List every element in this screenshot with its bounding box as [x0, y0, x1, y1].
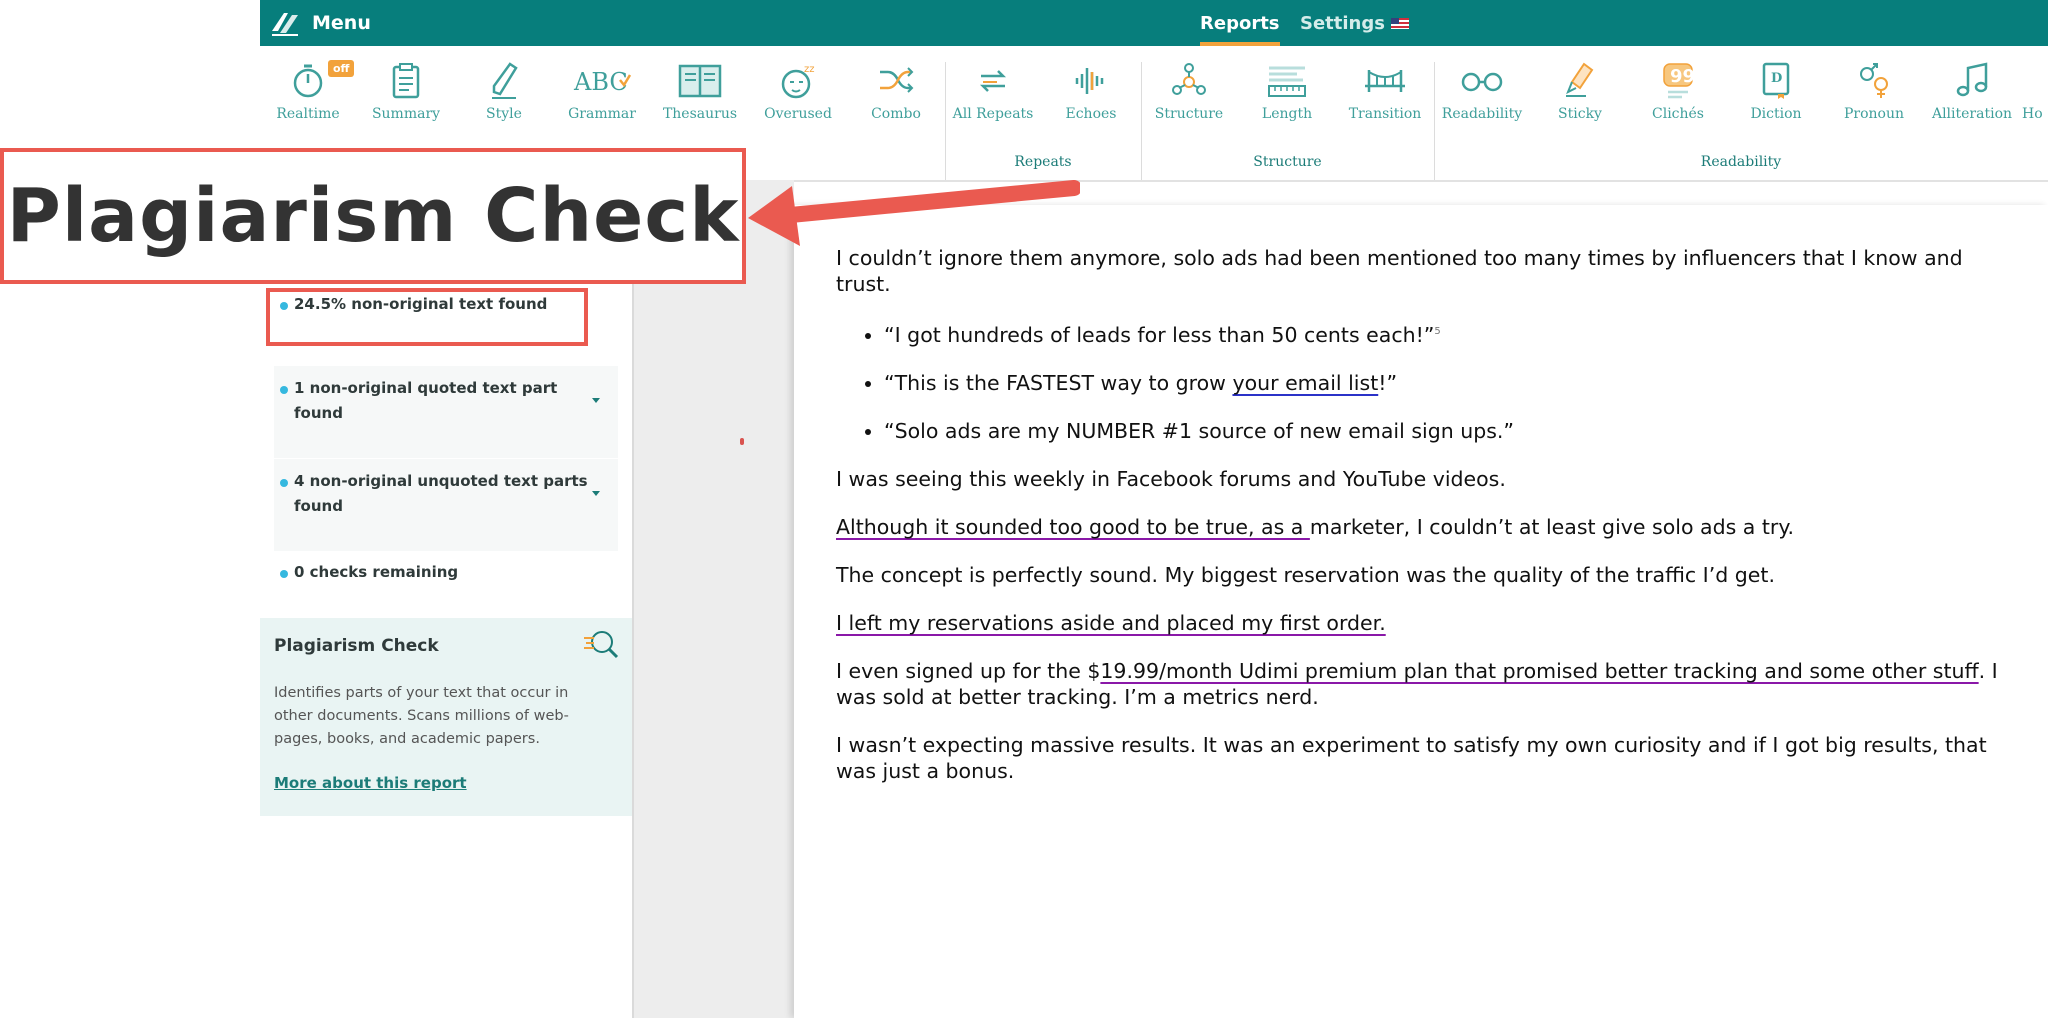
bullet-list — [836, 319, 2006, 444]
tool-label: Summary — [371, 106, 441, 122]
more-about-report-link[interactable]: More about this report — [274, 774, 467, 792]
tab-reports-label: Reports — [1200, 12, 1280, 34]
document-editor[interactable] — [794, 205, 2048, 1018]
repeat-arrows-icon — [973, 60, 1013, 100]
tab-settings-label: Settings — [1300, 12, 1385, 34]
tool-combo[interactable] — [848, 60, 944, 122]
shuffle-icon — [876, 60, 916, 100]
info-description: Identifies parts of your text that occur in other documents. Scans millions of web-pages, books, and academic papers. — [274, 685, 569, 747]
search-document-icon — [582, 628, 622, 662]
list-item-text: “Solo ads are my NUMBER #1 source of new email sign ups.” — [884, 418, 1515, 443]
paragraph[interactable] — [836, 658, 2006, 710]
quote-bubble-icon — [1658, 60, 1698, 100]
bullet-dot — [280, 570, 288, 578]
annotation-arrow-icon — [740, 170, 1080, 250]
tool-label: All Repeats — [952, 106, 1034, 122]
us-flag-icon — [1391, 18, 1409, 29]
stopwatch-icon — [288, 60, 328, 100]
margin-marker — [740, 438, 744, 445]
cut-off-icon — [2022, 60, 2048, 100]
tool-transition[interactable] — [1337, 60, 1433, 122]
paragraph[interactable]: I was seeing this weekly in Facebook forums and YouTube videos. — [836, 466, 1506, 491]
logo-icon — [270, 9, 302, 37]
paragraph-text: I even signed up for the $ — [836, 658, 1101, 683]
tool-label: Length — [1261, 106, 1313, 122]
paragraph[interactable] — [836, 610, 2006, 636]
tool-label: Style — [486, 106, 522, 122]
tool-echoes[interactable] — [1043, 60, 1139, 122]
group-label-repeats: Repeats — [1014, 154, 1072, 170]
tool-pronoun[interactable] — [1826, 60, 1922, 122]
result-text: 1 non-original quoted text part found — [294, 379, 558, 422]
plagiarism-highlight[interactable]: I left my reservations aside and placed my first order. — [836, 610, 1386, 635]
tool-label: Grammar — [568, 106, 636, 122]
tab-settings[interactable] — [1300, 0, 1409, 46]
result-text: 0 checks remaining — [294, 563, 459, 581]
tool-label: Clichés — [1652, 106, 1704, 122]
group-label-structure: Structure — [1253, 154, 1322, 170]
footnote-mark: 5 — [1434, 326, 1441, 337]
tool-readability[interactable] — [1434, 60, 1530, 122]
paragraph[interactable] — [836, 514, 2006, 540]
tool-cliches[interactable] — [1630, 60, 1726, 122]
svg-text:99: 99 — [1670, 66, 1696, 87]
bullet-dot — [280, 479, 288, 487]
result-unquoted-parts[interactable] — [274, 459, 618, 551]
svg-text:D: D — [1771, 71, 1783, 86]
list-item[interactable] — [884, 418, 2006, 444]
tool-realtime[interactable] — [260, 60, 356, 122]
tool-label: Transition — [1348, 106, 1422, 122]
sound-wave-icon — [1071, 60, 1111, 100]
tool-label: Realtime — [276, 106, 340, 122]
glue-icon — [1560, 60, 1600, 100]
tool-cut-off[interactable] — [2022, 60, 2048, 122]
list-item-text: !” — [1378, 370, 1398, 395]
tool-length[interactable] — [1239, 60, 1335, 122]
list-item[interactable] — [884, 370, 2006, 396]
result-checks-remaining — [274, 560, 618, 585]
off-badge: off — [328, 60, 354, 77]
tool-structure[interactable] — [1141, 60, 1237, 122]
paragraph[interactable]: I wasn’t expecting massive results. It was an experiment to satisfy my own curiosity and if I got big results, that was just a bonus. — [836, 732, 1987, 783]
tool-label: Structure — [1154, 106, 1224, 122]
info-title: Plagiarism Check — [274, 636, 439, 656]
sleepy-face-icon — [778, 60, 818, 100]
tool-grammar[interactable] — [554, 60, 650, 122]
plagiarism-check-callout — [0, 148, 746, 284]
bullet-dot — [280, 386, 288, 394]
tool-all-repeats[interactable] — [945, 60, 1041, 122]
ruler-bars-icon — [1265, 60, 1309, 100]
editor-gutter — [634, 180, 794, 1018]
svg-text:zz: zz — [804, 64, 815, 75]
plagiarism-highlight[interactable]: 19.99/month Udimi premium plan that promised better tracking and some other stuff — [1100, 658, 1979, 683]
tool-label: Readability — [1441, 106, 1523, 122]
music-note-icon — [1952, 60, 1992, 100]
list-item[interactable] — [884, 319, 2006, 348]
tool-diction[interactable] — [1728, 60, 1824, 122]
document-content[interactable] — [836, 245, 2006, 806]
paragraph-text: . I was sold at better tracking. I’m a metrics nerd. — [836, 658, 1998, 709]
abc-check-icon — [572, 60, 632, 100]
menu-label: Menu — [312, 12, 371, 34]
plagiarism-highlight[interactable]: Although it sounded too good to be true, as a — [836, 514, 1310, 539]
tool-label: Diction — [1750, 106, 1802, 122]
tool-label: Pronoun — [1843, 106, 1905, 122]
list-item-text: “This is the FASTEST way to grow — [884, 370, 1233, 395]
paragraph[interactable]: I couldn’t ignore them anymore, solo ads had been mentioned too many times by influencers that I know and trust. — [836, 246, 1963, 296]
dictionary-icon — [1756, 60, 1796, 100]
nodes-icon — [1169, 60, 1209, 100]
book-icon — [676, 60, 724, 100]
svg-text:ABC: ABC — [574, 68, 628, 96]
menu-button[interactable] — [270, 0, 371, 46]
gender-icon — [1854, 60, 1894, 100]
tool-alliteration[interactable] — [1924, 60, 2020, 122]
callout-title: Plagiarism Check — [6, 173, 740, 259]
result-text: 4 non-original unquoted text parts found — [294, 472, 588, 515]
tool-label: Ho — [2022, 106, 2043, 122]
tool-label: Sticky — [1558, 106, 1602, 122]
tool-thesaurus[interactable] — [652, 60, 748, 122]
result-text: 24.5% non-original text found — [294, 295, 548, 313]
tool-label: Overused — [764, 106, 832, 122]
result-quoted-parts[interactable] — [274, 366, 618, 458]
paragraph-text: marketer, I couldn’t at least give solo ads a try. — [1309, 514, 1795, 539]
report-info-panel — [260, 618, 632, 816]
tool-style[interactable] — [456, 60, 552, 122]
top-bar — [260, 0, 2048, 46]
chevron-down-icon[interactable] — [592, 398, 600, 403]
glasses-icon — [1458, 60, 1506, 100]
clipboard-icon — [386, 60, 426, 100]
group-label-readability: Readability — [1700, 154, 1782, 170]
paragraph[interactable]: The concept is perfectly sound. My biggest reservation was the quality of the traffic I’d get. — [836, 562, 1775, 587]
tool-overused[interactable] — [750, 60, 846, 122]
tool-label: Thesaurus — [662, 106, 738, 122]
chevron-down-icon[interactable] — [592, 491, 600, 496]
tool-label: Alliteration — [1931, 106, 2013, 122]
pen-icon — [484, 60, 524, 100]
highlighted-phrase[interactable]: your email list — [1232, 370, 1379, 395]
annotation-highlight-box — [266, 288, 588, 346]
tool-label: Combo — [871, 106, 921, 122]
tab-reports[interactable] — [1200, 0, 1280, 46]
tool-summary[interactable] — [358, 60, 454, 122]
list-item-text: “I got hundreds of leads for less than 50 cents each!” — [884, 322, 1435, 347]
tool-label: Echoes — [1065, 106, 1117, 122]
bridge-icon — [1361, 60, 1409, 100]
tool-sticky[interactable] — [1532, 60, 1628, 122]
